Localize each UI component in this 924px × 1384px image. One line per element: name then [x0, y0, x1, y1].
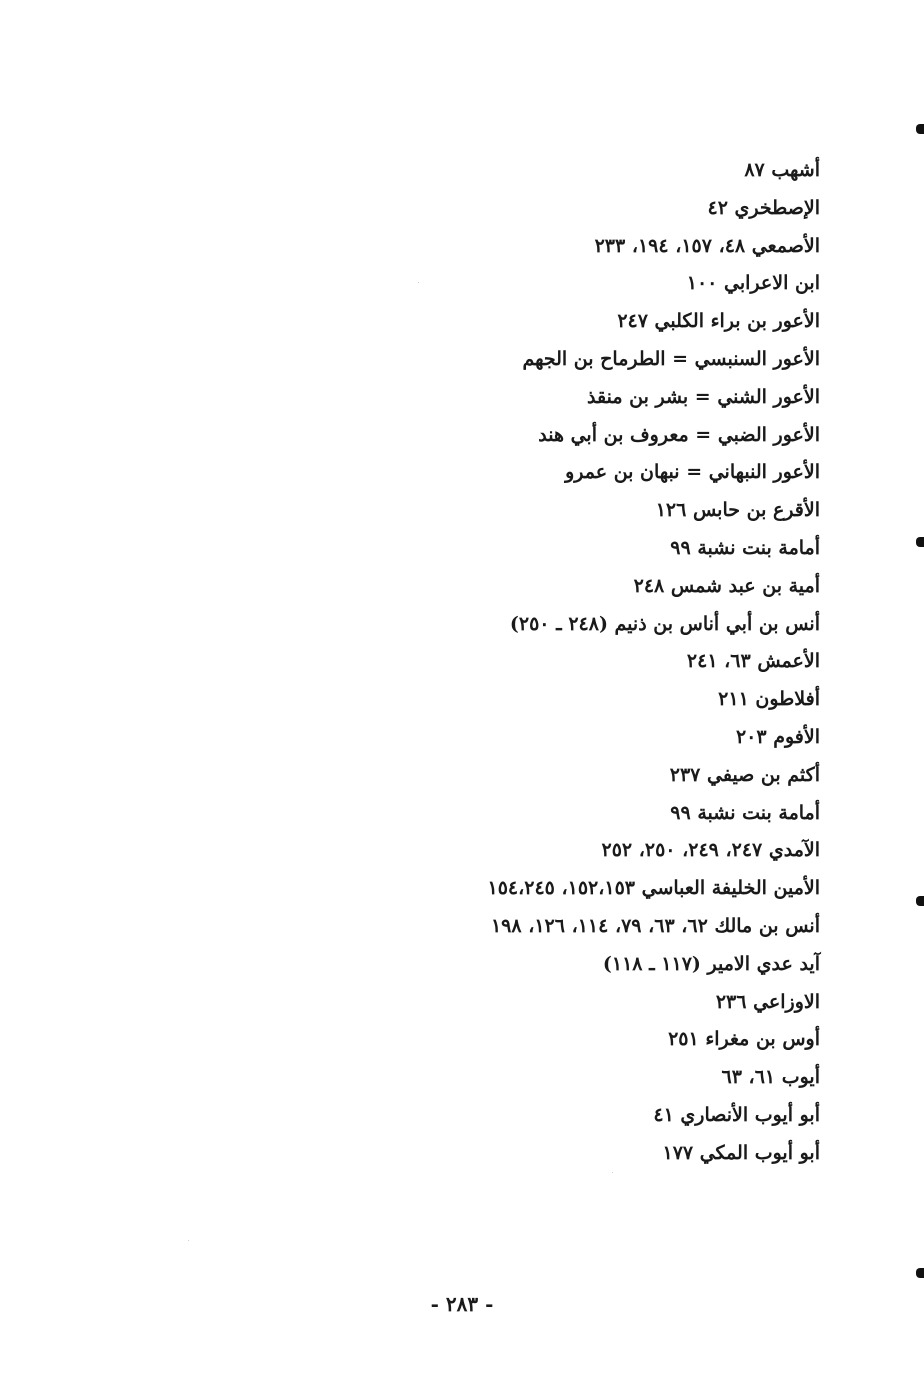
index-entry: الأقرع بن حابس ١٢٦	[655, 499, 820, 522]
index-entry: الأمين الخليفة العباسي ١٥٢،١٥٣، ١٥٤،٢٤٥	[487, 877, 820, 900]
index-entry: الأعمش ٦٣، ٢٤١	[686, 650, 820, 673]
index-entry: الإصطخري ٤٢	[707, 196, 820, 219]
name-index-list	[280, 152, 820, 1173]
index-entry: أنس بن أبي أناس بن ذنيم (٢٤٨ ـ ٢٥٠)	[509, 612, 820, 635]
index-entry: الأعور الضبي = معروف بن أبي هند	[538, 423, 820, 446]
page-number: - ٢٨٣ -	[430, 1292, 494, 1316]
index-entry: الاوزاعي ٢٣٦	[715, 990, 820, 1013]
index-entry: الأصمعي ٤٨، ١٥٧، ١٩٤، ٢٣٣	[594, 234, 820, 257]
scan-speck	[188, 1240, 189, 1241]
index-entry: أفلاطون ٢١١	[718, 688, 820, 711]
index-entry: أكثم بن صيفي ٢٣٧	[669, 763, 820, 786]
index-entry: الأفوم ٢٠٣	[735, 725, 820, 748]
scan-edge-mark	[916, 124, 924, 134]
index-entry: أبو أيوب المكي ١٧٧	[662, 1141, 820, 1164]
index-entry: أيوب ٦١، ٦٣	[721, 1066, 820, 1089]
scan-edge-mark	[916, 1268, 924, 1278]
scan-speck	[418, 282, 419, 283]
index-entry: آيد عدي الامير (١١٧ ـ ١١٨)	[602, 952, 820, 975]
index-entry: أبو أيوب الأنصاري ٤١	[653, 1103, 820, 1126]
index-entry: الأعور السنبسي = الطرماح بن الجهم	[522, 347, 820, 370]
index-entry: أمامة بنت نشبة ٩٩	[670, 536, 820, 559]
index-entry: أنس بن مالك ٦٢، ٦٣، ٧٩، ١١٤، ١٢٦، ١٩٨	[490, 914, 820, 937]
index-entry: أمية بن عبد شمس ٢٤٨	[633, 574, 820, 597]
index-entry: أوس بن مغراء ٢٥١	[668, 1028, 820, 1051]
index-entry: أمامة بنت نشبة ٩٩	[670, 801, 820, 824]
index-entry: الأعور النبهاني = نبهان بن عمرو	[565, 461, 820, 484]
scan-speck	[612, 1172, 613, 1173]
index-entry: الأعور بن براء الكلبي ٢٤٧	[617, 310, 820, 333]
index-entry: الآمدي ٢٤٧، ٢٤٩، ٢٥٠، ٢٥٢	[601, 839, 820, 862]
index-entry: أشهب ٨٧	[744, 159, 820, 181]
scan-edge-mark	[916, 537, 924, 547]
scan-edge-mark	[916, 896, 924, 906]
index-entry: الأعور الشني = بشر بن منقذ	[587, 385, 820, 408]
index-entry: ابن الاعرابي ١٠٠	[686, 272, 820, 295]
